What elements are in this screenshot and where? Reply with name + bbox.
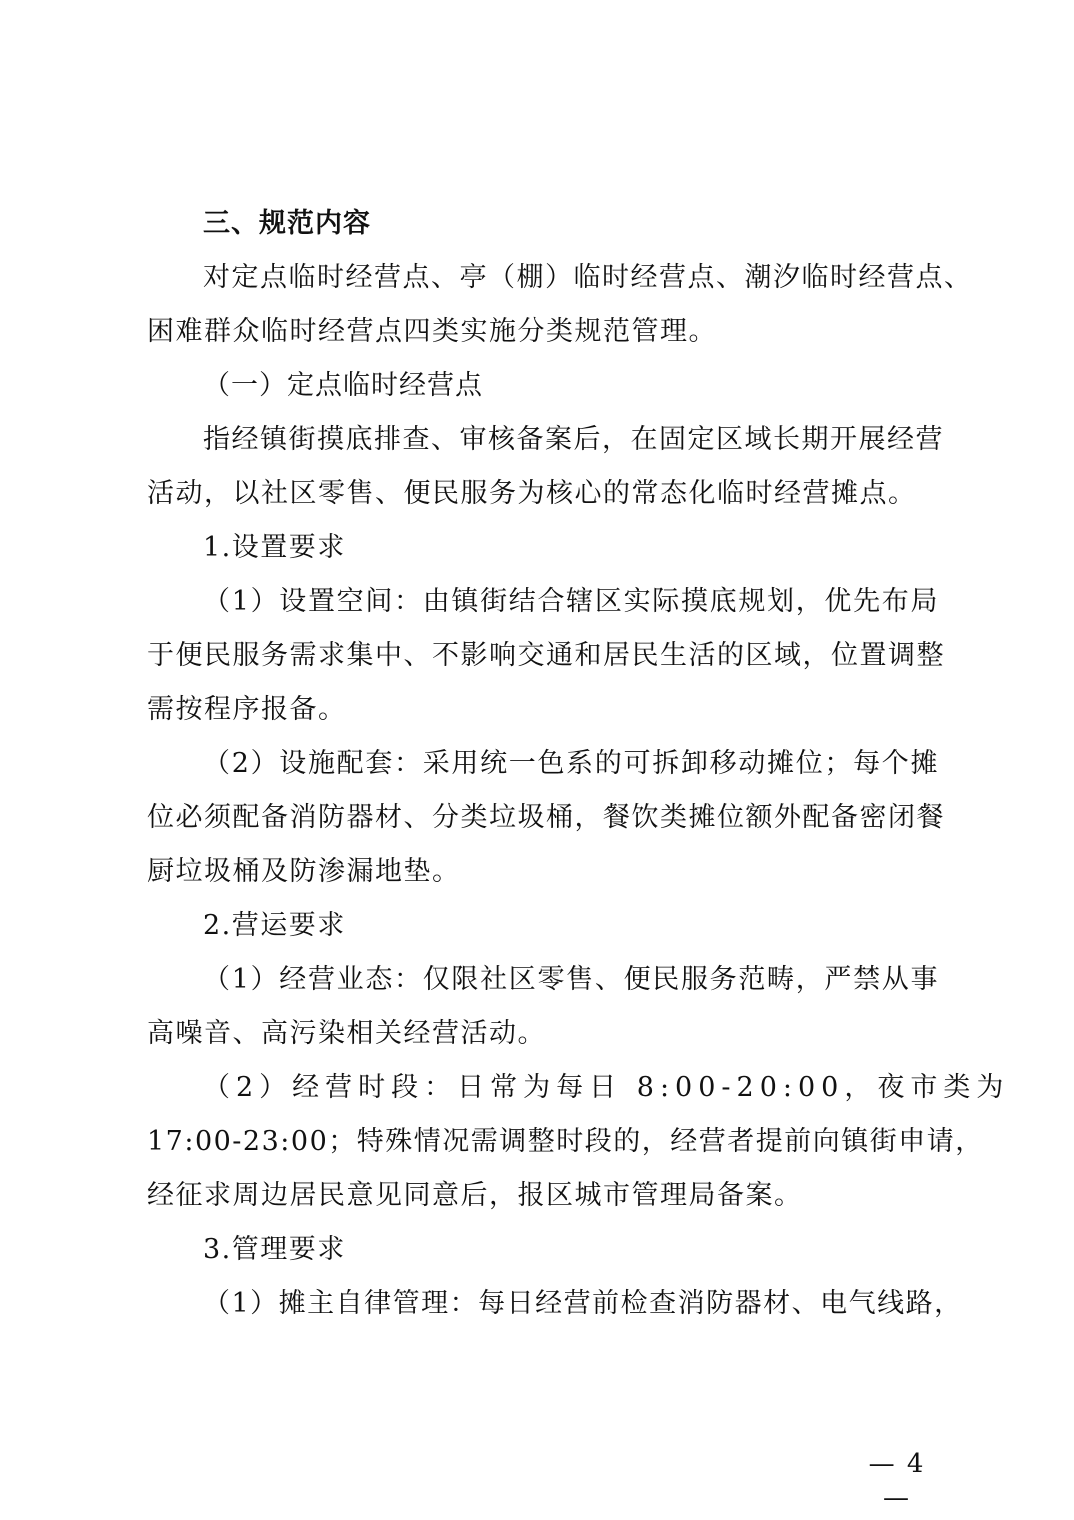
intro-line-1: 对定点临时经营点、亭（棚）临时经营点、潮汐临时经营点、: [203, 262, 973, 293]
operation-hours-line-3: 经征求周边居民意见同意后，报区城市管理局备案。: [147, 1180, 803, 1211]
page-number: — 4 —: [868, 1449, 926, 1513]
setup-facilities-line-1: （2）设施配套：采用统一色系的可拆卸移动摊位；每个摊: [203, 748, 939, 779]
operation-business-type-line-2: 高噪音、高污染相关经营活动。: [147, 1018, 546, 1049]
operation-title: 2.营运要求: [203, 910, 346, 941]
setup-facilities-line-3: 厨垃圾桶及防渗漏地垫。: [147, 856, 461, 887]
operation-hours-line-2: 17:00-23:00；特殊情况需调整时段的，经营者提前向镇街申请，: [147, 1126, 984, 1157]
definition-line-1: 指经镇街摸底排查、审核备案后，在固定区域长期开展经营: [203, 424, 944, 455]
definition-line-2: 活动，以社区零售、便民服务为核心的常态化临时经营摊点。: [147, 478, 917, 509]
intro-line-2: 困难群众临时经营点四类实施分类规范管理。: [147, 316, 717, 347]
setup-title: 1.设置要求: [203, 532, 346, 563]
setup-space-line-3: 需按程序报备。: [147, 694, 347, 725]
management-title: 3.管理要求: [203, 1234, 346, 1265]
management-self-discipline-line-1: （1）摊主自律管理：每日经营前检查消防器材、电气线路，: [203, 1288, 963, 1319]
setup-space-line-1: （1）设置空间：由镇街结合辖区实际摸底规划，优先布局: [203, 586, 939, 617]
setup-space-line-2: 于便民服务需求集中、不影响交通和居民生活的区域，位置调整: [147, 640, 945, 671]
operation-hours-line-1: （2）经营时段：日常为每日 8:00-20:00，夜市类为: [203, 1072, 1010, 1103]
subsection-title: （一）定点临时经营点: [203, 370, 483, 401]
operation-business-type-line-1: （1）经营业态：仅限社区零售、便民服务范畴，严禁从事: [203, 964, 939, 995]
setup-facilities-line-2: 位必须配备消防器材、分类垃圾桶，餐饮类摊位额外配备密闭餐: [147, 802, 945, 833]
section-title: 三、规范内容: [203, 208, 371, 239]
